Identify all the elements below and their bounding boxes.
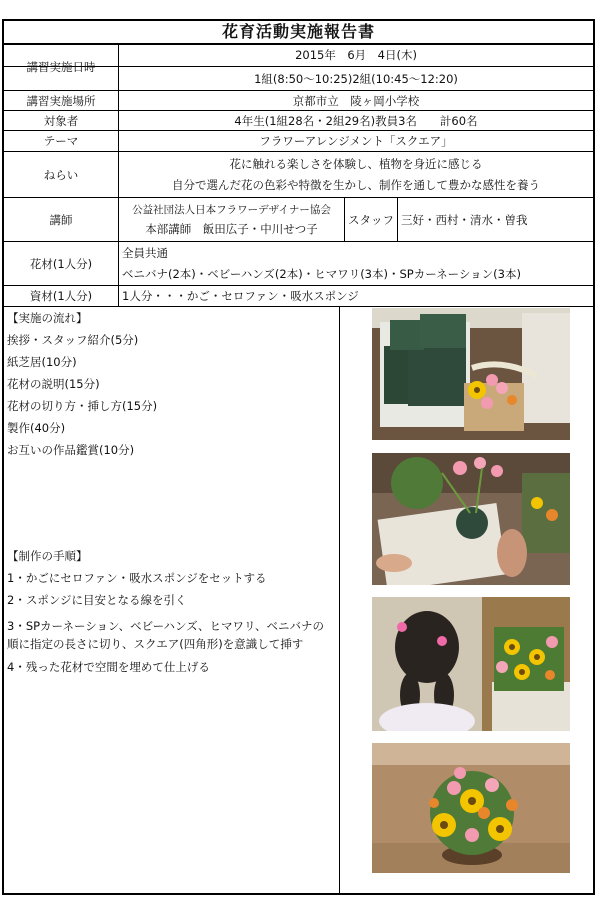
materials-label: 資材(1人分) (29, 289, 93, 303)
aim-label: ねらい (43, 167, 79, 182)
flow-item: 紙芝居(10分) (7, 355, 77, 369)
instructor-label: 講師 (49, 212, 73, 227)
place-value: 京都市立 陵ヶ岡小学校 (292, 93, 420, 108)
step-3-line1: 3・SPカーネーション、ベビーハンズ、ヒマワリ、ベニバナの (7, 619, 324, 633)
photo-arrangement (372, 743, 570, 873)
step-3-line2: 順に指定の長さに切り、スクエア(四角形)を意識して挿す (7, 637, 304, 651)
step-2: 2・スポンジに目安となる線を引く (7, 593, 187, 607)
steps-section (7, 545, 266, 611)
step-3 (7, 617, 324, 653)
target-value: 4年生(1組28名・2組29名)教員3名 計60名 (234, 113, 478, 128)
materials-value: 1人分・・・かご・セロファン・吸水スポンジ (122, 289, 359, 303)
time-value: 1組(8:50～10:25)2組(10:45～12:20) (254, 71, 458, 86)
place-label: 講習実施場所 (26, 93, 96, 108)
divider (339, 306, 340, 893)
theme-value: フラワーアレンジメント「スクエア」 (259, 134, 453, 148)
instructor-org: 公益社団法人日本フラワーデザイナー協会 (132, 204, 331, 216)
staff-value: 三好・西村・清水・曽我 (401, 212, 528, 227)
aim-line1: 花に触れる楽しさを体験し、植物を身近に感じる (229, 157, 483, 171)
photo-cutting (372, 453, 570, 585)
flowers-list: ベニバナ(2本)・ベビーハンズ(2本)・ヒマワリ(3本)・SPカーネーション(3本) (122, 266, 521, 281)
report-sheet (2, 19, 595, 895)
steps-heading: 【制作の手順】 (7, 549, 88, 563)
instructor-names: 本部講師 飯田広子・中川せつ子 (145, 222, 318, 236)
date-label: 講習実施日時 (26, 59, 96, 74)
flow-item: 挨拶・スタッフ紹介(5分) (7, 333, 139, 347)
staff-label: スタッフ (348, 212, 394, 227)
aim-line2: 自分で選んだ花の色彩や特徴を生かし、制作を通して豊かな感性を養う (172, 178, 540, 192)
photo-materials (372, 308, 570, 440)
flow-heading: 【実施の流れ】 (7, 311, 88, 325)
flowers-label: 花材(1人分) (29, 256, 93, 271)
target-label: 対象者 (43, 113, 79, 128)
theme-label: テーマ (43, 134, 79, 148)
photo-student (372, 597, 570, 731)
flow-item: 製作(40分) (7, 421, 66, 435)
step-4: 4・残った花材で空間を埋めて仕上げる (7, 660, 210, 674)
date-value: 2015年 6月 4日(木) (295, 47, 417, 62)
report-title: 花育活動実施報告書 (4, 21, 593, 45)
flow-item: 花材の説明(15分) (7, 377, 100, 391)
step-1: 1・かごにセロファン・吸水スポンジをセットする (7, 571, 267, 585)
flow-section (7, 307, 157, 461)
flow-item: お互いの作品鑑賞(10分) (7, 443, 135, 457)
flowers-common: 全員共通 (122, 245, 168, 260)
flow-item: 花材の切り方・挿し方(15分) (7, 399, 158, 413)
